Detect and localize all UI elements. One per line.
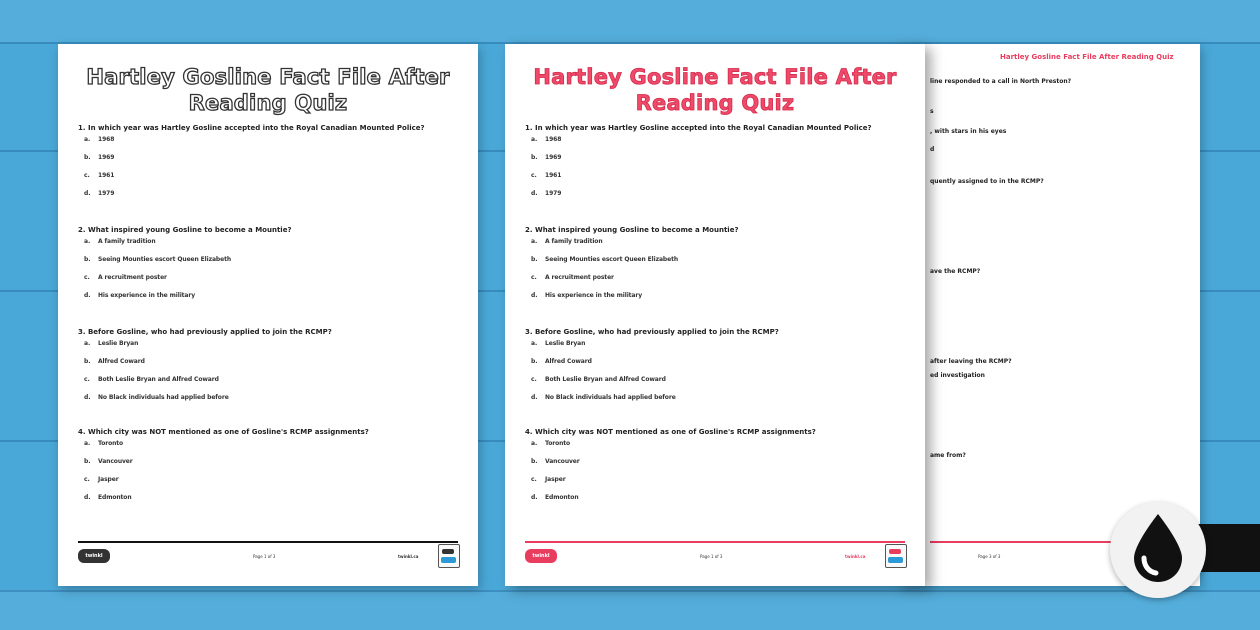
page3-line: quently assigned to in the RCMP? (930, 178, 1044, 185)
ink-saver-badge[interactable] (1110, 502, 1206, 598)
option-letter: d. (531, 292, 538, 299)
option-text: 1968 (98, 136, 115, 143)
question-4 (78, 428, 448, 509)
option-text: 1979 (98, 190, 115, 197)
option-text: Toronto (545, 440, 571, 447)
option-text: A family tradition (98, 238, 156, 245)
answer-option (78, 133, 448, 151)
option-text: Both Leslie Bryan and Alfred Coward (98, 376, 219, 383)
answer-option (78, 187, 448, 205)
option-letter: b. (531, 458, 538, 465)
question-1 (78, 124, 448, 205)
page3-title: Hartley Gosline Fact File After Reading Quiz (1000, 53, 1174, 61)
option-text: Seeing Mounties escort Queen Elizabeth (98, 256, 232, 263)
option-letter: d. (531, 190, 538, 197)
option-letter: a. (531, 340, 538, 347)
option-text: Alfred Coward (545, 358, 592, 365)
answer-option (78, 391, 448, 409)
page3-line: d (930, 146, 935, 153)
option-text: 1961 (545, 172, 562, 179)
answer-option (525, 473, 895, 491)
answer-option (525, 373, 895, 391)
page-footer (78, 541, 458, 571)
page-title (505, 64, 925, 116)
page3-line: , with stars in his eyes (930, 128, 1007, 135)
answer-option (78, 355, 448, 373)
answer-option (78, 455, 448, 473)
option-text: Seeing Mounties escort Queen Elizabeth (545, 256, 679, 263)
option-text: Jasper (545, 476, 566, 483)
option-letter: c. (84, 376, 90, 383)
option-letter: a. (531, 440, 538, 447)
option-text: 1979 (545, 190, 562, 197)
answer-option (525, 169, 895, 187)
question-1 (525, 124, 895, 205)
question-text: 4. Which city was NOT mentioned as one of Gosline's RCMP assignments? (78, 428, 369, 436)
footer-site: twinkl.ca (845, 554, 866, 559)
answer-option (78, 235, 448, 253)
option-letter: a. (84, 440, 91, 447)
page-number: Page 1 of 3 (700, 554, 723, 559)
answer-option (78, 491, 448, 509)
option-letter: a. (84, 340, 91, 347)
option-letter: d. (84, 394, 91, 401)
title-line-2: Reading Quiz (635, 91, 795, 115)
question-text: 4. Which city was NOT mentioned as one of Gosline's RCMP assignments? (525, 428, 816, 436)
option-text: Alfred Coward (98, 358, 145, 365)
ink-drop-icon (1128, 512, 1188, 584)
answer-option (78, 271, 448, 289)
option-text: A recruitment poster (98, 274, 167, 281)
option-text: A recruitment poster (545, 274, 614, 281)
answer-option (525, 271, 895, 289)
answer-option (78, 437, 448, 455)
footer-rule (78, 541, 458, 543)
twinkl-logo: twinkl (78, 549, 110, 563)
option-letter: b. (84, 256, 91, 263)
answer-option (525, 133, 895, 151)
option-letter: b. (531, 256, 538, 263)
option-text: Both Leslie Bryan and Alfred Coward (545, 376, 666, 383)
question-text: 3. Before Gosline, who had previously applied to join the RCMP? (78, 328, 332, 336)
question-3 (78, 328, 448, 409)
option-letter: d. (531, 494, 538, 501)
option-letter: d. (84, 190, 91, 197)
answer-option (525, 187, 895, 205)
option-letter: c. (531, 376, 537, 383)
option-text: No Black individuals had applied before (545, 394, 676, 401)
option-text: Edmonton (545, 494, 579, 501)
answer-option (525, 289, 895, 307)
option-letter: d. (84, 494, 91, 501)
answer-option (78, 253, 448, 271)
page3-line: ame from? (930, 452, 966, 459)
option-letter: b. (84, 358, 91, 365)
option-text: 1969 (98, 154, 115, 161)
option-letter: c. (531, 476, 537, 483)
page3-line: ave the RCMP? (930, 268, 981, 275)
option-text: Jasper (98, 476, 119, 483)
footer-site: twinkl.ca (398, 554, 419, 559)
colour-version-tab (1198, 524, 1260, 572)
question-4 (525, 428, 895, 509)
answer-option (525, 253, 895, 271)
option-letter: a. (84, 238, 91, 245)
reading-badge-icon (438, 544, 460, 568)
option-text: 1961 (98, 172, 115, 179)
footer-rule (525, 541, 905, 543)
question-3 (525, 328, 895, 409)
option-letter: b. (84, 154, 91, 161)
option-letter: c. (531, 274, 537, 281)
title-line-1: Hartley Gosline Fact File After (86, 65, 450, 89)
answer-option (525, 437, 895, 455)
answer-option (78, 289, 448, 307)
option-letter: a. (531, 238, 538, 245)
page3-line: s (930, 108, 934, 115)
answer-option (525, 355, 895, 373)
answer-option (525, 391, 895, 409)
option-text: His experience in the military (545, 292, 643, 299)
option-letter: b. (531, 358, 538, 365)
question-text: 1. In which year was Hartley Gosline accepted into the Royal Canadian Mounted Police? (525, 124, 872, 132)
option-text: Vancouver (545, 458, 580, 465)
page3-line: after leaving the RCMP? (930, 358, 1012, 365)
option-letter: d. (531, 394, 538, 401)
option-letter: c. (84, 274, 90, 281)
twinkl-logo: twinkl (525, 549, 557, 563)
answer-option (78, 337, 448, 355)
answer-option (525, 491, 895, 509)
title-line-2: Reading Quiz (188, 91, 348, 115)
option-text: Leslie Bryan (98, 340, 139, 347)
page3-page-number: Page 3 of 3 (978, 554, 1001, 559)
question-2 (525, 226, 895, 307)
answer-option (525, 337, 895, 355)
answer-option (78, 373, 448, 391)
answer-option (78, 169, 448, 187)
worksheet-page-bw (58, 44, 478, 586)
question-text: 2. What inspired young Gosline to become a Mountie? (78, 226, 292, 234)
option-letter: a. (84, 136, 91, 143)
option-text: No Black individuals had applied before (98, 394, 229, 401)
answer-option (78, 473, 448, 491)
option-text: Edmonton (98, 494, 132, 501)
answer-option (525, 151, 895, 169)
option-text: 1969 (545, 154, 562, 161)
option-text: Leslie Bryan (545, 340, 586, 347)
option-text: 1968 (545, 136, 562, 143)
question-text: 2. What inspired young Gosline to become a Mountie? (525, 226, 739, 234)
page3-line: line responded to a call in North Preston? (930, 78, 1072, 85)
option-letter: b. (531, 154, 538, 161)
question-2 (78, 226, 448, 307)
option-letter: d. (84, 292, 91, 299)
answer-option (525, 455, 895, 473)
page-title (58, 64, 478, 116)
question-text: 1. In which year was Hartley Gosline accepted into the Royal Canadian Mounted Police? (78, 124, 425, 132)
option-text: A family tradition (545, 238, 603, 245)
title-line-1: Hartley Gosline Fact File After (533, 65, 897, 89)
page3-line: ed investigation (930, 372, 985, 379)
page-number: Page 1 of 3 (253, 554, 276, 559)
answer-option (78, 151, 448, 169)
page-footer (525, 541, 905, 571)
option-text: His experience in the military (98, 292, 196, 299)
option-letter: a. (531, 136, 538, 143)
question-text: 3. Before Gosline, who had previously applied to join the RCMP? (525, 328, 779, 336)
answer-option (525, 235, 895, 253)
option-text: Vancouver (98, 458, 133, 465)
option-letter: c. (531, 172, 537, 179)
worksheet-page-colour (505, 44, 925, 586)
option-letter: c. (84, 172, 90, 179)
option-text: Toronto (98, 440, 124, 447)
option-letter: c. (84, 476, 90, 483)
reading-badge-icon (885, 544, 907, 568)
option-letter: b. (84, 458, 91, 465)
